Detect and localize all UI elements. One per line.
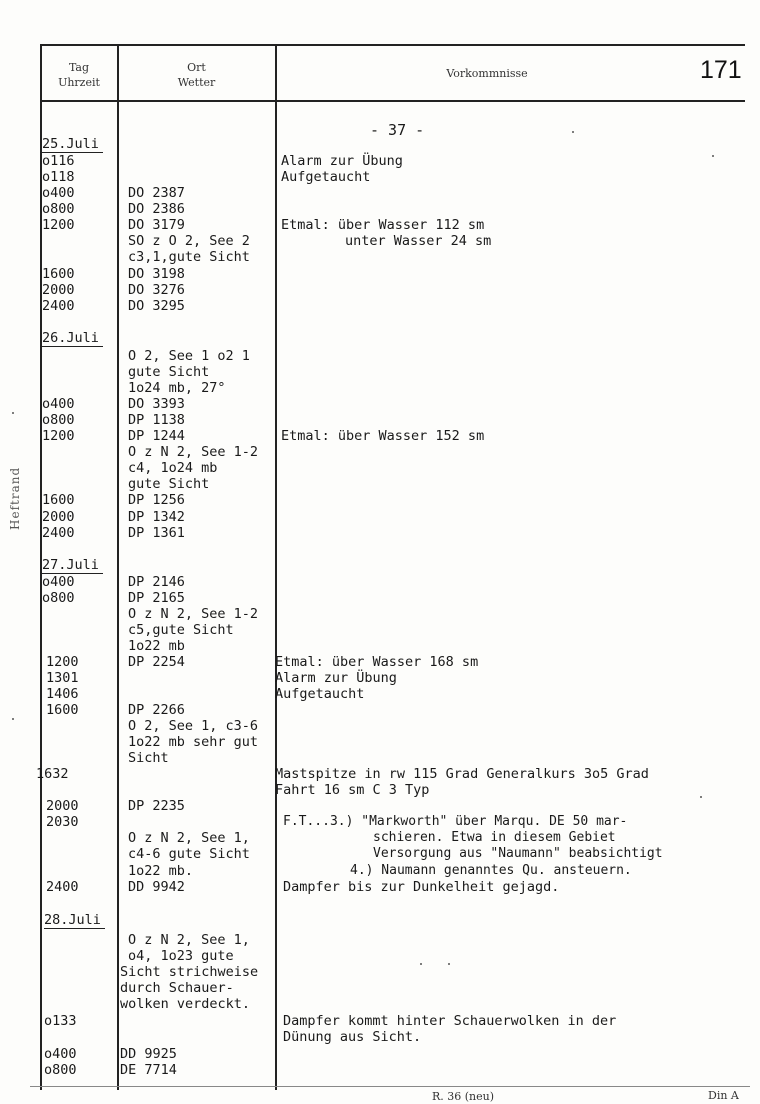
day-heading: 27.Juli xyxy=(42,557,103,574)
position-entry: DP 1138 xyxy=(128,412,185,428)
weather-entry: gute Sicht xyxy=(128,476,210,492)
event-entry: Etmal: über Wasser 168 sm xyxy=(275,654,479,670)
time-entry: 1600 xyxy=(46,702,79,718)
position-entry: DP 1342 xyxy=(128,509,185,525)
event-entry: Dampfer bis zur Dunkelheit gejagd. xyxy=(283,879,560,895)
event-entry: Aufgetaucht xyxy=(275,686,365,702)
page-marker: - 37 - xyxy=(370,121,425,139)
event-entry: Versorgung aus "Naumann" beabsichtigt xyxy=(373,846,663,861)
time-entry: 2030 xyxy=(46,814,79,830)
position-entry: DP 1244 xyxy=(128,428,185,444)
position-entry: DO 3393 xyxy=(128,396,185,412)
event-entry: Aufgetaucht xyxy=(281,169,371,185)
event-entry: 4.) Naumann genanntes Qu. ansteuern. xyxy=(350,863,632,878)
position-entry: DD 9942 xyxy=(128,879,185,895)
scan-speck xyxy=(12,412,14,414)
position-entry: DE 7714 xyxy=(120,1062,177,1078)
event-entry: Dünung aus Sicht. xyxy=(283,1029,422,1045)
scan-speck xyxy=(12,718,14,720)
time-entry: 2400 xyxy=(42,298,75,314)
event-entry: schieren. Etwa in diesem Gebiet xyxy=(373,830,616,845)
scan-speck xyxy=(448,963,450,965)
weather-entry: O 2, See 1 o2 1 xyxy=(128,348,250,364)
position-entry: DP 1361 xyxy=(128,525,185,541)
scan-speck xyxy=(700,796,702,798)
header-location xyxy=(119,60,274,90)
weather-entry: SO z O 2, See 2 xyxy=(128,233,250,249)
weather-entry: durch Schauer- xyxy=(120,980,234,996)
time-entry: o800 xyxy=(44,1062,77,1078)
event-entry: Alarm zur Übung xyxy=(275,670,397,686)
paper-size: Din A xyxy=(708,1089,739,1102)
position-entry: DP 2266 xyxy=(128,702,185,718)
position-entry: DD 9925 xyxy=(120,1046,177,1062)
time-entry: 1301 xyxy=(46,670,79,686)
header-location-line1: Ort xyxy=(187,61,206,74)
weather-entry: c5,gute Sicht xyxy=(128,622,234,638)
weather-entry: Sicht xyxy=(128,750,169,766)
header-time-line2: Uhrzeit xyxy=(58,76,100,89)
column-divider-2 xyxy=(275,44,277,1090)
weather-entry: O 2, See 1, c3-6 xyxy=(128,718,259,734)
time-entry: o400 xyxy=(42,574,75,590)
time-entry: o800 xyxy=(42,590,75,606)
weather-entry: 1o22 mb. xyxy=(128,863,194,879)
time-entry: 1600 xyxy=(42,492,75,508)
event-entry: F.T...3.) "Markworth" über Marqu. DE 50 mar- xyxy=(283,814,628,829)
scan-speck xyxy=(572,131,574,133)
time-entry: 1600 xyxy=(42,266,75,282)
position-entry: DP 2165 xyxy=(128,590,185,606)
weather-entry: O z N 2, See 1-2 xyxy=(128,444,259,460)
position-entry: DP 2254 xyxy=(128,654,185,670)
header-rule xyxy=(40,100,745,102)
time-entry: o400 xyxy=(44,1046,77,1062)
weather-entry: wolken verdeckt. xyxy=(120,996,251,1012)
column-divider-1 xyxy=(117,44,119,1090)
weather-entry: c3,1,gute Sicht xyxy=(128,249,250,265)
position-entry: DP 2146 xyxy=(128,574,185,590)
time-entry: 1200 xyxy=(46,654,79,670)
position-entry: DP 2235 xyxy=(128,798,185,814)
time-entry: o118 xyxy=(42,169,75,185)
day-heading: 28.Juli xyxy=(44,912,105,929)
weather-entry: O z N 2, See 1-2 xyxy=(128,606,259,622)
bottom-rule xyxy=(30,1086,750,1087)
header-time-line1: Tag xyxy=(68,61,90,74)
time-entry: o116 xyxy=(42,153,75,169)
event-entry: unter Wasser 24 sm xyxy=(345,233,492,249)
event-entry: Dampfer kommt hinter Schauerwolken in der xyxy=(283,1013,617,1029)
day-heading: 26.Juli xyxy=(42,330,103,347)
weather-entry: gute Sicht xyxy=(128,364,210,380)
time-entry: 2000 xyxy=(42,282,75,298)
time-entry: o400 xyxy=(42,396,75,412)
weather-entry: 1o24 mb, 27° xyxy=(128,380,226,396)
time-entry: 2000 xyxy=(46,798,79,814)
event-entry: Mastspitze in rw 115 Grad Generalkurs 3o5 Grad xyxy=(275,766,649,782)
time-entry: 1200 xyxy=(42,217,75,233)
scan-speck xyxy=(420,963,422,965)
header-time xyxy=(42,60,116,90)
position-entry: DO 3276 xyxy=(128,282,185,298)
time-entry: o400 xyxy=(42,185,75,201)
weather-entry: O z N 2, See 1, xyxy=(128,932,250,948)
weather-entry: c4, 1o24 mb xyxy=(128,460,218,476)
event-entry: Etmal: über Wasser 112 sm xyxy=(281,217,485,233)
weather-entry: o4, 1o23 gute xyxy=(128,948,234,964)
time-entry: 2400 xyxy=(42,525,75,541)
position-entry: DO 2386 xyxy=(128,201,185,217)
position-entry: DO 2387 xyxy=(128,185,185,201)
position-entry: DP 1256 xyxy=(128,492,185,508)
time-entry: o800 xyxy=(42,412,75,428)
day-heading: 25.Juli xyxy=(42,136,103,153)
time-entry: 1406 xyxy=(46,686,79,702)
top-rule xyxy=(40,44,745,46)
header-location-line2: Wetter xyxy=(177,76,216,89)
event-entry: Fahrt 16 sm C 3 Typ xyxy=(275,782,430,798)
weather-entry: 1o22 mb sehr gut xyxy=(128,734,259,750)
scan-speck xyxy=(712,155,714,157)
header-events: Vorkommnisse xyxy=(446,67,528,80)
position-entry: DO 3198 xyxy=(128,266,185,282)
weather-entry: O z N 2, See 1, xyxy=(128,830,250,846)
weather-entry: 1o22 mb xyxy=(128,638,185,654)
margin-label: Heftrand xyxy=(8,466,22,530)
weather-entry: c4-6 gute Sicht xyxy=(128,846,250,862)
weather-entry: Sicht strichweise xyxy=(120,964,259,980)
time-entry: 2000 xyxy=(42,509,75,525)
time-entry: 2400 xyxy=(46,879,79,895)
time-entry: 1632 xyxy=(36,766,69,782)
time-entry: o800 xyxy=(42,201,75,217)
event-entry: Etmal: über Wasser 152 sm xyxy=(281,428,485,444)
page-number: 171 xyxy=(700,56,742,84)
event-entry: Alarm zur Übung xyxy=(281,153,403,169)
time-entry: o133 xyxy=(44,1013,77,1029)
position-entry: DO 3179 xyxy=(128,217,185,233)
position-entry: DO 3295 xyxy=(128,298,185,314)
form-number: R. 36 (neu) xyxy=(432,1090,495,1103)
time-entry: 1200 xyxy=(42,428,75,444)
